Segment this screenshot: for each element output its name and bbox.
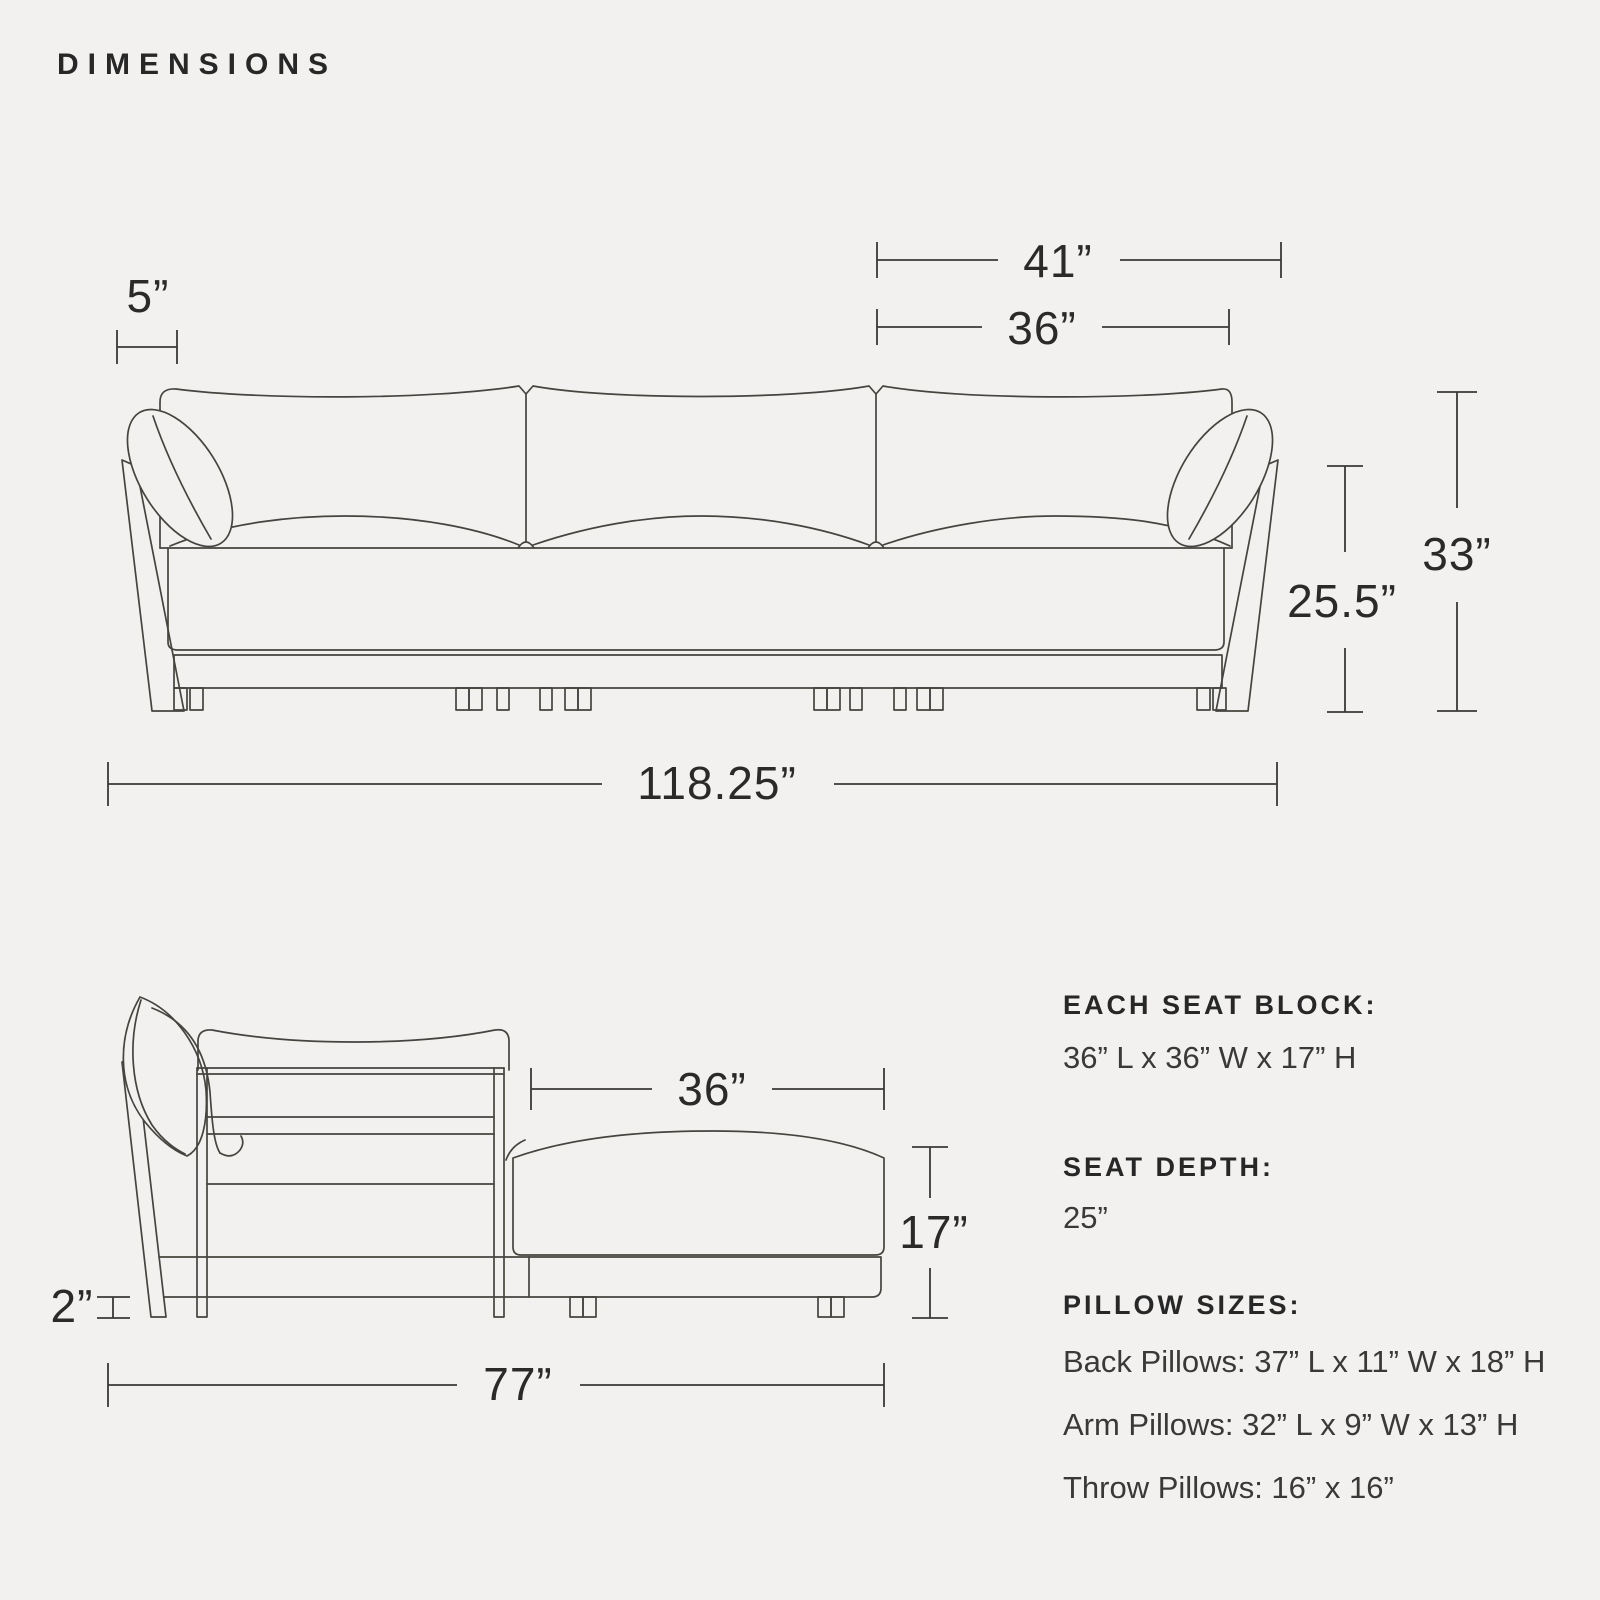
spec-heading-pillow-sizes: PILLOW SIZES: [1063,1290,1302,1320]
dim-label-overall-width: 118.25” [637,757,797,809]
seat-cushion-arc-2 [533,516,869,545]
front-legs [174,688,1226,710]
dim-label-overall-depth: 77” [483,1358,553,1410]
dim-label-seat-module: 36” [1007,302,1077,354]
side-back-cushion [198,1030,509,1070]
dim-label-overall-height: 33” [1422,528,1492,580]
seat-front-face [168,548,1224,650]
front-view-dimensions [108,235,1492,809]
spec-heading-seat-depth: SEAT DEPTH: [1063,1152,1275,1182]
base-band [174,655,1222,688]
spec-heading-seat-block: EACH SEAT BLOCK: [1063,990,1378,1020]
sofa-back-outline [160,386,1232,548]
right-bolster-pillow [1146,392,1294,564]
sofa-side-view-drawing [122,997,884,1317]
dim-label-arm-height: 25.5” [1287,575,1397,627]
side-legs [570,1297,844,1317]
dim-label-end-module: 41” [1023,235,1093,287]
side-back-pillow [123,997,206,1156]
side-arm-frame [197,1068,504,1317]
side-seat-curl [220,1136,243,1156]
dim-label-seat-block-length: 36” [677,1063,747,1115]
spec-value-seat-block: 36” L x 36” W x 17” H [1063,1040,1357,1075]
divider-curl-left [518,542,534,548]
page-title: DIMENSIONS [57,48,338,81]
spec-value-arm-pillows: Arm Pillows: 32” L x 9” W x 13” H [1063,1407,1519,1442]
sofa-front-view-drawing [106,386,1294,711]
left-bolster-pillow [106,392,254,564]
spec-value-seat-depth: 25” [1063,1200,1108,1235]
dim-label-arm-width: 5” [126,270,170,322]
spec-value-back-pillows: Back Pillows: 37” L x 11” W x 18” H [1063,1344,1546,1379]
dim-label-seat-block-height: 17” [899,1206,969,1258]
dim-label-leg-height: 2” [50,1280,94,1332]
dim-line-leg-height [97,1297,130,1318]
side-base-band [159,1257,881,1297]
seat-block-cushion [513,1131,884,1255]
dim-line-arm-width [117,330,177,364]
divider-curl-right [868,542,884,548]
spec-value-throw-pillows: Throw Pillows: 16” x 16” [1063,1470,1394,1505]
